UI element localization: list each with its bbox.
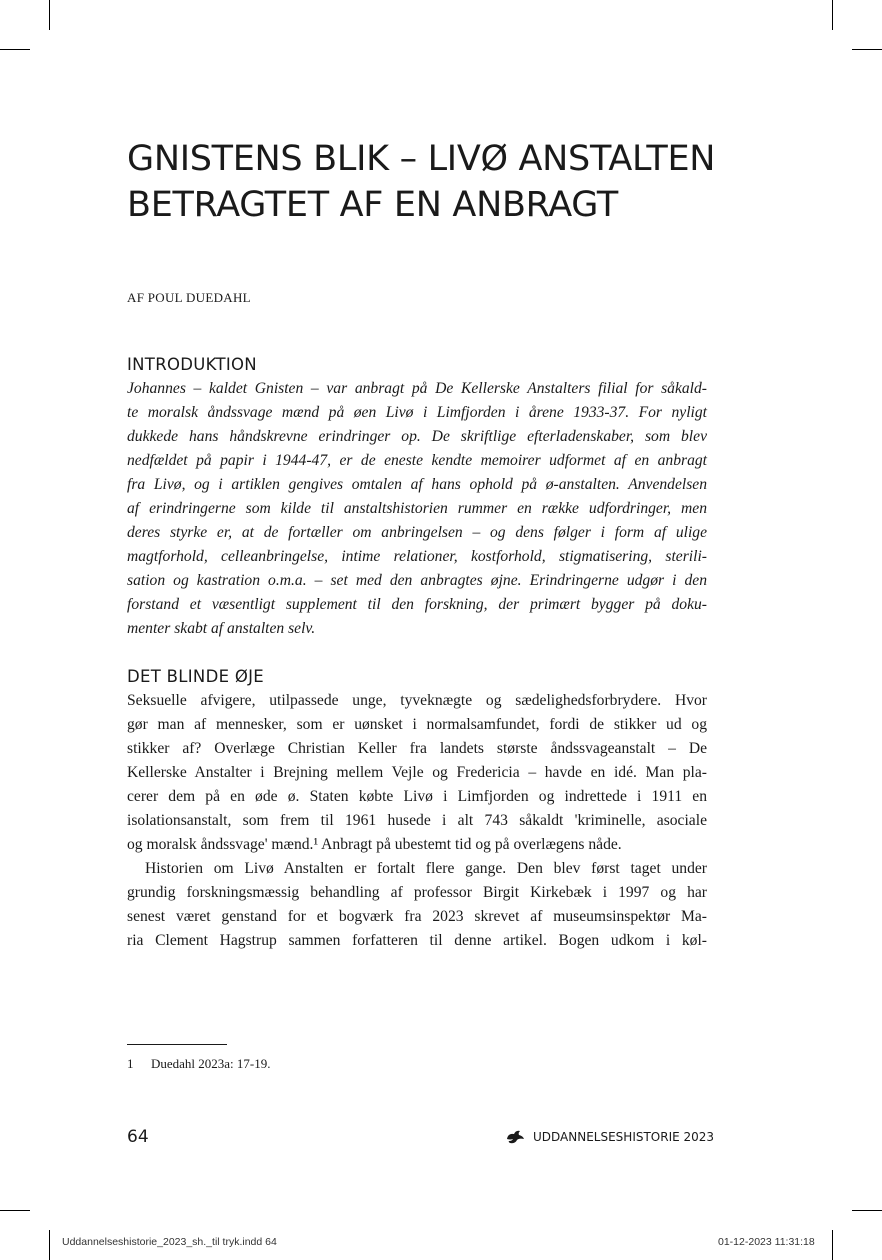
text-line: nedfældet på papir i 1944-47, er de eneste kendte memoirer udformet af en anbragt: [127, 452, 707, 469]
text-line: stikker af? Overlæge Christian Keller fra landets største åndssvageanstalt – De: [127, 740, 707, 757]
text-line: sation og kastration o.m.a. – set med den anbragtes øjne. Erindringerne udgør i den: [127, 572, 707, 589]
text-line: Johannes – kaldet Gnisten – var anbragt på De Kellerske Anstalters filial for såkald-: [127, 380, 707, 397]
crop-mark: [0, 1210, 30, 1211]
article-title: [127, 136, 715, 228]
crop-mark: [852, 1210, 882, 1211]
crop-mark: [49, 0, 50, 30]
text-line: ria Clement Hagstrup sammen forfatteren til denne artikel. Bogen udkom i køl-: [127, 932, 707, 949]
crop-mark: [832, 0, 833, 30]
crop-mark: [852, 49, 882, 50]
author-byline: AF POUL DUEDAHL: [127, 290, 251, 305]
text-line: Kellerske Anstalter i Brejning mellem Vejle og Fredericia – havde en idé. Man pla-: [127, 764, 707, 781]
page-number: 64: [127, 1127, 149, 1147]
text-line: cerer dem på en øde ø. Staten købte Livø i Limfjorden og indrettede i 1911 en: [127, 788, 707, 805]
text-line: te moralsk åndssvage mænd på øen Livø i Limfjorden i årene 1933-37. For nyligt: [127, 404, 707, 421]
slug-filename: Uddannelseshistorie_2023_sh._til tryk.indd 64: [62, 1236, 277, 1248]
crop-mark: [49, 1230, 50, 1260]
text-line: grundig forskningsmæssig behandling af professor Birgit Kirkebæk i 1997 og har: [127, 884, 707, 901]
footnote-text: Duedahl 2023a: 17-19.: [151, 1056, 271, 1071]
running-footer: [505, 1129, 714, 1145]
text-line: fra Livø, og i artiklen gengives omtalen af hans ophold på ø-anstalten. Anvendelsen: [127, 476, 707, 493]
crop-mark: [0, 49, 30, 50]
section-heading-det-blinde-oeje: DET BLINDE ØJE: [127, 667, 265, 686]
crop-mark: [832, 1230, 833, 1260]
text-line: Seksuelle afvigere, utilpassede unge, tyveknægte og sædelighedsforbrydere. Hvor: [127, 692, 707, 709]
body-paragraphs: [127, 689, 707, 953]
footnote-divider: [127, 1044, 227, 1045]
running-title: UDDANNELSESHISTORIE 2023: [533, 1130, 715, 1144]
footnote-number: 1: [127, 1056, 134, 1071]
text-line: deres styrke er, at de fortæller om anbringelsen – og dens følger i form af ulige: [127, 524, 707, 541]
text-line: dukkede hans håndskrevne erindringer op. De skriftlige efterladenskaber, som blev: [127, 428, 707, 445]
bird-logo-icon: [505, 1129, 525, 1145]
text-line: af erindringerne som kilde til anstaltshistorien rummer en række udfordringer, men: [127, 500, 707, 517]
title-line: GNISTENS BLIK – LIVØ ANSTALTEN: [127, 139, 716, 179]
slug-datetime: 01-12-2023 11:31:18: [718, 1236, 815, 1248]
text-line: gør man af mennesker, som er uønsket i normalsamfundet, fordi de stikker ud og: [127, 716, 707, 733]
introduction-paragraph: [127, 377, 707, 641]
text-line: isolationsanstalt, som frem til 1961 husede i alt 743 såkaldt 'kriminelle, asociale: [127, 812, 707, 829]
title-line: BETRAGTET AF EN ANBRAGT: [127, 185, 618, 225]
text-line: magtforhold, celleanbringelse, intime relationer, kostforhold, stigmatisering, sterili-: [127, 548, 707, 565]
section-heading-introduction: INTRODUKTION: [127, 355, 257, 374]
text-line: senest været genstand for et bogværk fra 2023 skrevet af museumsinspektør Ma-: [127, 908, 707, 925]
text-line: menter skabt af anstalten selv.: [127, 620, 316, 637]
text-line: Historien om Livø Anstalten er fortalt flere gange. Den blev først taget under: [145, 860, 707, 877]
text-line: forstand et væsentligt supplement til den forskning, der primært bygger på doku-: [127, 596, 707, 613]
footnote: [127, 1056, 271, 1072]
text-line: og moralsk åndssvage' mænd.¹ Anbragt på ubestemt tid og på overlægens nåde.: [127, 836, 622, 853]
